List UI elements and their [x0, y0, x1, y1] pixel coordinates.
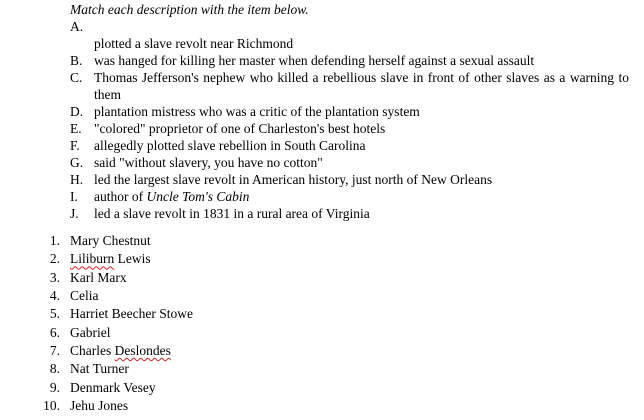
book-title: Uncle Tom's Cabin [146, 189, 250, 204]
name-number: 4. [49, 288, 60, 304]
name-text: Nat Turner [70, 361, 129, 377]
name-item-7 [0, 342, 644, 360]
description-text-prefix: author of [94, 189, 147, 204]
name-number: 3. [49, 269, 60, 285]
misspelled-word: Liliburn [70, 251, 115, 267]
name-text [70, 342, 171, 360]
name-number: 6. [49, 324, 60, 340]
name-item-3 [0, 269, 644, 287]
name-text: Jehu Jones [70, 398, 129, 414]
name-text: Denmark Vesey [70, 379, 156, 395]
description-text: plantation mistress who was a critic of the plantation system [94, 104, 420, 119]
description-text: plotted a slave revolt near Richmond [94, 36, 294, 51]
name-number: 1. [49, 233, 60, 248]
name-list [0, 232, 644, 415]
name-text: Gabriel [70, 324, 111, 340]
description-letter: H. [70, 172, 84, 187]
name-first: Charles [70, 343, 115, 359]
description-letter: E. [70, 121, 82, 136]
description-item-i [0, 188, 644, 205]
description-letter: F. [70, 138, 80, 153]
instruction-text: Match each description with the item below. [70, 2, 309, 17]
name-item-5 [0, 305, 644, 323]
description-text: was hanged for killing her master when defending herself against a sexual assault [94, 53, 535, 68]
name-number: 8. [49, 361, 60, 377]
name-item-2 [0, 250, 644, 268]
name-item-4 [0, 287, 644, 305]
name-item-1 [0, 232, 644, 250]
description-letter: C. [70, 70, 83, 85]
description-item-h [0, 171, 644, 188]
name-number: 9. [49, 379, 60, 395]
description-letter: G. [70, 155, 84, 170]
name-text: Mary Chestnut [70, 233, 151, 248]
description-letter: D. [70, 104, 84, 119]
description-text: allegedly plotted slave rebellion in South Carolina [94, 138, 366, 153]
description-text: Thomas Jefferson's nephew who killed a rebellious slave in front of other slaves as a warning to them [94, 70, 629, 102]
misspelled-word: Deslondes [114, 343, 171, 359]
description-item-g [0, 154, 644, 171]
description-letter: A. [70, 19, 84, 34]
description-item-b [0, 52, 644, 69]
name-item-9 [0, 379, 644, 397]
name-number: 2. [49, 251, 60, 267]
description-text: led the largest slave revolt in American history, just north of New Orleans [94, 172, 493, 187]
description-letter: J. [70, 206, 79, 221]
description-item-f [0, 137, 644, 154]
name-item-8 [0, 360, 644, 378]
description-item-e [0, 120, 644, 137]
description-list [0, 18, 644, 222]
description-item-j [0, 205, 644, 222]
name-text: Celia [70, 288, 99, 304]
description-text: led a slave revolt in 1831 in a rural area of Virginia [94, 206, 370, 221]
description-item-c [0, 69, 644, 103]
name-text [70, 250, 151, 268]
name-number: 5. [49, 306, 60, 322]
name-text: Harriet Beecher Stowe [70, 306, 193, 322]
description-text: said "without slavery, you have no cotton" [94, 155, 323, 170]
name-number: 7. [49, 343, 60, 359]
description-text [94, 188, 629, 205]
name-rest: Lewis [114, 251, 151, 267]
description-letter: B. [70, 53, 83, 68]
description-item-d [0, 103, 644, 120]
name-item-6 [0, 324, 644, 342]
name-item-10 [0, 397, 644, 415]
name-number: 10. [43, 398, 60, 414]
description-item-a [0, 18, 644, 52]
description-text: "colored" proprietor of one of Charleston's best hotels [94, 121, 386, 136]
description-letter: I. [70, 189, 78, 204]
name-text: Karl Marx [70, 269, 127, 285]
